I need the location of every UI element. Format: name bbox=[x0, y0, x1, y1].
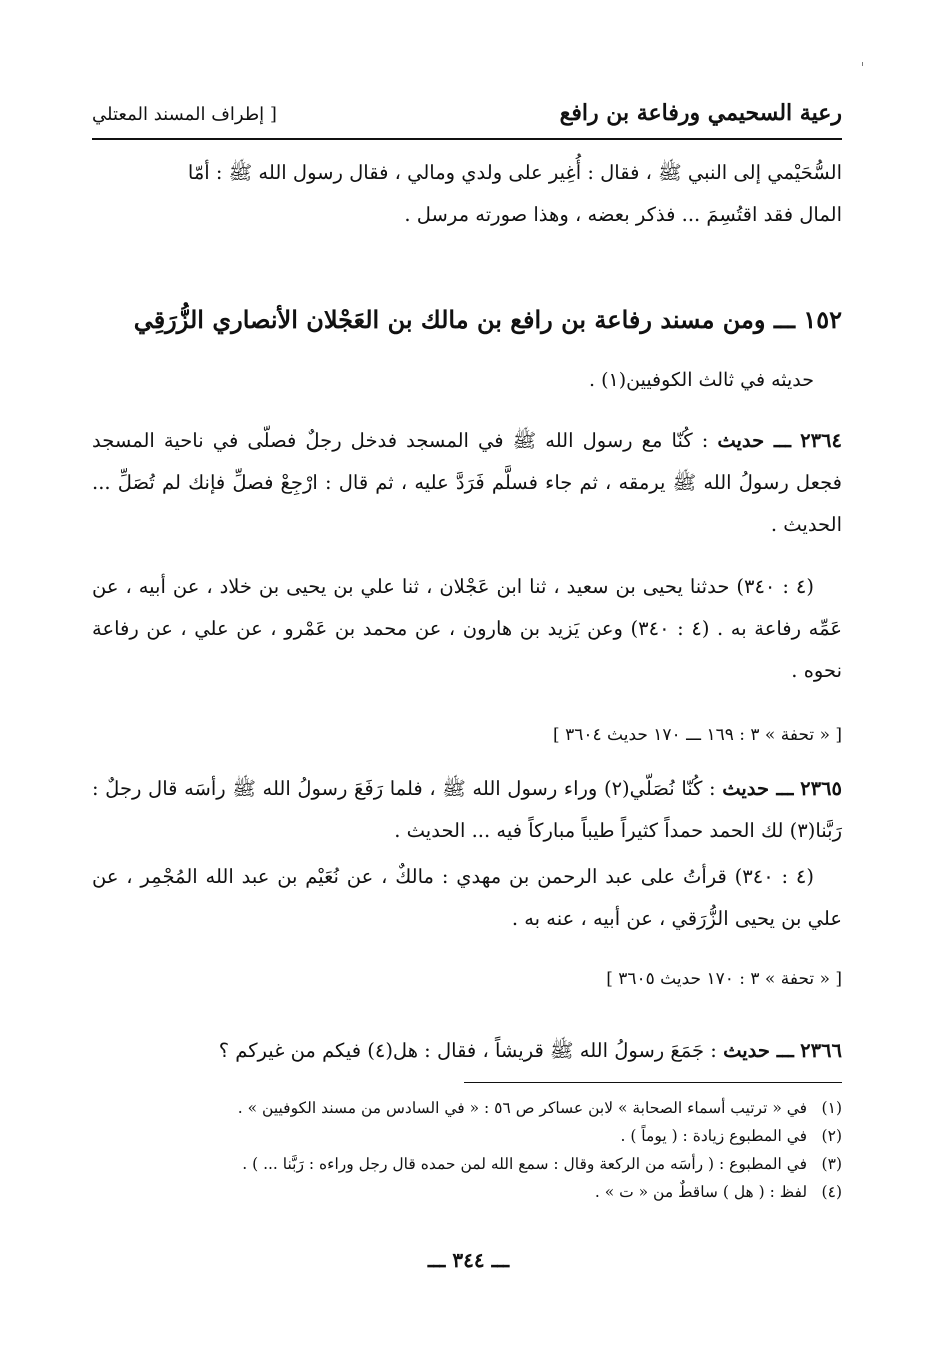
hadith-label: حديث bbox=[722, 777, 770, 800]
footnote-number: (٤) bbox=[821, 1183, 842, 1201]
section-heading-block bbox=[92, 300, 842, 400]
hadith-2366 bbox=[92, 1030, 842, 1072]
hadith-body: : كُنّا مع رسول الله ﷺ في المسجد فدخل رجلٌ فصلّى في ناحية المسجد فجعل رسولُ الله ﷺ يرمقه ، ثم جاء فسلَّم فَرَدَّ عليه ، ثم قال : ارْجِعْ فصلِّ فإنك لم تُصَلِّ ... الحديث . bbox=[92, 429, 842, 536]
footnote-item bbox=[92, 1150, 842, 1178]
section-subtitle: حديثه في ثالث الكوفيين(١) . bbox=[588, 369, 814, 391]
section-number: ١٥٢ bbox=[803, 305, 842, 334]
intro-line-2: المال فقد اقتُسِمَ ... فذكر بعضه ، وهذا صورته مرسل . bbox=[404, 203, 842, 226]
hadith-isnad: (٤ : ٣٤٠) حدثنا يحيى بن سعيد ، ثنا ابن عَجْلان ، ثنا علي بن يحيى بن خلاد ، عن أبيه ، عن عَمِّه رفاعة به . (٤ : ٣٤٠) وعن يَزيد بن هارون ، عن محمد بن عَمْرو ، عن علي ، عن رفاعة نحوه . bbox=[92, 575, 843, 682]
hadith-body: : كُنّا نُصَلّي(٢) وراء رسول الله ﷺ ، فلما رَفَعَ رسولُ الله ﷺ رأسَه قال رجلٌ : رَبَّنا(٣) لك الحمد حمداً كثيراً طيباً مباركاً فيه ... الحديث . bbox=[92, 777, 842, 842]
footnote-text: في المطبوع : ( رأسَه من الركعة وقال : سمع الله لمن حمده قال رجل وراءه : رَبَّنا ... ) . bbox=[242, 1155, 808, 1173]
hadith-text: ٢٣٦٥ ـــ حديث : كُنّا نُصَلّي(٢) وراء رسول الله ﷺ ، فلما رَفَعَ رسولُ الله ﷺ رأسَه قال رجلٌ : رَبَّنا(٣) لك الحمد حمداً كثيراً طيباً مباركاً فيه ... الحديث . bbox=[92, 777, 842, 842]
page-number: ـــ ٣٤٤ ـــ bbox=[427, 1248, 510, 1272]
section-heading bbox=[92, 300, 842, 340]
hadith-label: حديث bbox=[723, 1039, 770, 1062]
section-title: ومن مسند رفاعة بن رافع بن مالك بن العَجْلان الأنصاري الزُّرَقِي bbox=[133, 305, 766, 334]
footnote-item bbox=[92, 1178, 842, 1206]
hadith-number: ٢٣٦٦ bbox=[800, 1039, 842, 1062]
footnote-item bbox=[92, 1094, 842, 1122]
hadith-isnad: (٤ : ٣٤٠) قرأتُ على عبد الرحمن بن مهدي : مالكٌ ، عن نُعَيْم بن عبد الله المُجْمِر ، عن علي بن يحيى الزُّرَقي ، عن أبيه ، عنه به . bbox=[92, 865, 842, 930]
footnote-text: في المطبوع زيادة : ( يوماً ) . bbox=[620, 1127, 808, 1145]
header-title-left: [ إطراف المسند المعتلي bbox=[92, 104, 277, 125]
running-header bbox=[92, 96, 842, 136]
intro-line-1: السُّحَيْمي إلى النبي ﷺ ، فقال : أُغِير على ولدي ومالي ، فقال رسول الله ﷺ : أمّا bbox=[187, 161, 842, 184]
intro-paragraph bbox=[92, 152, 842, 236]
hadith-number: ٢٣٦٥ bbox=[800, 777, 842, 800]
footnote-item bbox=[92, 1122, 842, 1150]
footnotes bbox=[92, 1094, 842, 1206]
footnote-text: في « ترتيب أسماء الصحابة » لابن عساكر ص ٥٦ : « في السادس من مسند الكوفيين » . bbox=[237, 1099, 808, 1117]
tuhfa-reference: [ « تحفة » ٣ : ١٦٩ ـــ ١٧٠ حديث ٣٦٠٤ ] bbox=[553, 725, 842, 745]
scan-mark bbox=[862, 62, 863, 66]
footnote-number: (١) bbox=[821, 1099, 842, 1117]
section-dash: ـــ bbox=[773, 305, 795, 334]
hadith-text: ٢٣٦٦ ـــ حديث : جَمَعَ رسولُ الله ﷺ قريشاً ، فقال : هل(٤) فيكم من غيركم ؟ bbox=[218, 1039, 842, 1062]
hadith-number: ٢٣٦٤ bbox=[800, 429, 842, 452]
header-rule bbox=[92, 138, 842, 140]
hadith-text: ٢٣٦٤ ـــ حديث : كُنّا مع رسول الله ﷺ في المسجد فدخل رجلٌ فصلّى في ناحية المسجد فجعل رسولُ الله ﷺ يرمقه ، ثم جاء فسلَّم فَرَدَّ عليه ، ثم قال : ارْجِعْ فصلِّ فإنك لم تُصَلِّ ... الحديث . bbox=[92, 429, 842, 536]
header-title-right: رعية السحيمي ورفاعة بن رافع bbox=[559, 100, 842, 126]
tuhfa-reference: [ « تحفة » ٣ : ١٧٠ حديث ٣٦٠٥ ] bbox=[606, 969, 842, 989]
footnote-text: لفظ : ( هل ) ساقطٌ من « ت » . bbox=[594, 1183, 808, 1201]
hadith-2365 bbox=[92, 768, 842, 996]
hadith-label: حديث bbox=[717, 429, 765, 452]
footnote-number: (٢) bbox=[821, 1127, 842, 1145]
footnote-rule bbox=[464, 1082, 842, 1083]
hadith-2364 bbox=[92, 420, 842, 752]
footnote-number: (٣) bbox=[821, 1155, 842, 1173]
hadith-body: : جَمَعَ رسولُ الله ﷺ قريشاً ، فقال : هل(٤) فيكم من غيركم ؟ bbox=[218, 1039, 724, 1062]
